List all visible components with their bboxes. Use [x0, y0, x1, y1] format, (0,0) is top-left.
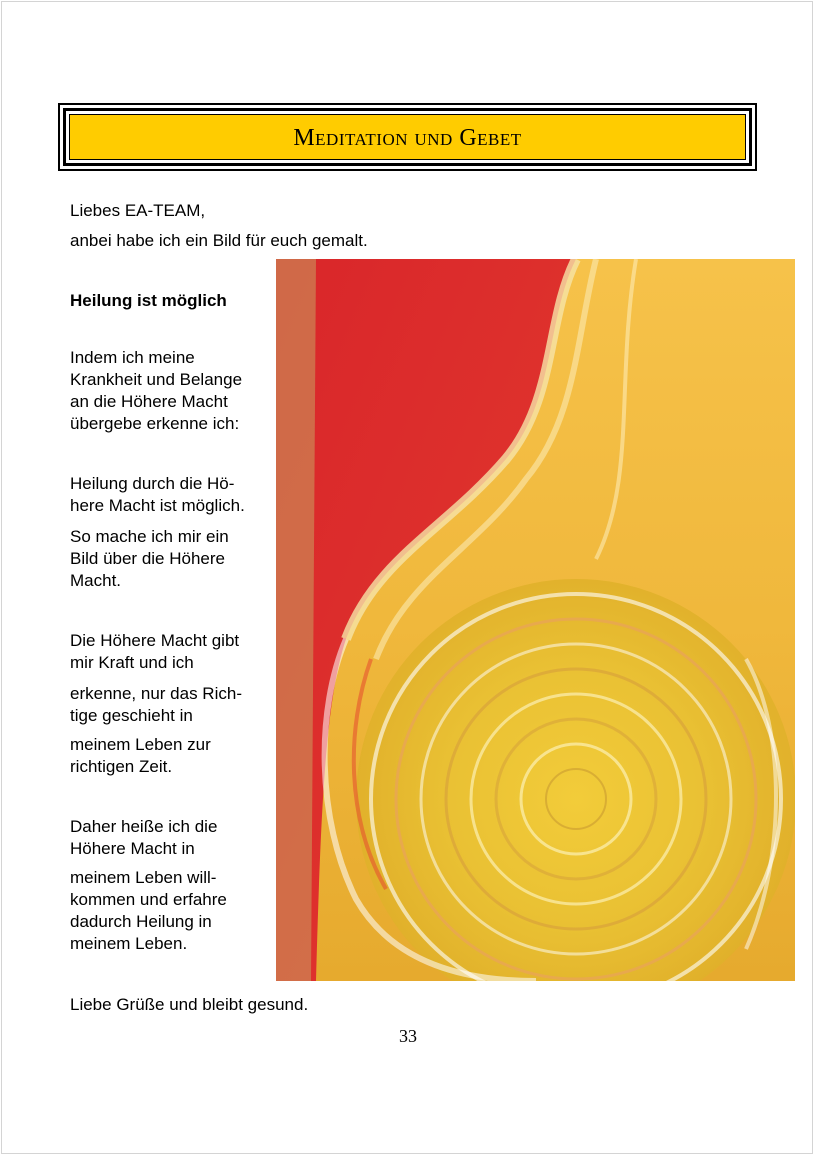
paragraph: So mache ich mir ein Bild über die Höhere Macht.	[70, 527, 229, 590]
paragraph: Die Höhere Macht gibt mir Kraft und ich	[70, 631, 240, 672]
closing-line: Liebe Grüße und bleibt gesund.	[70, 995, 309, 1014]
poem-heading: Heilung ist möglich	[70, 291, 227, 310]
paragraph: Indem ich meine Krankheit und Belange an die Höhere Macht übergebe erkenne ich:	[70, 348, 243, 433]
section-banner	[58, 103, 757, 171]
paragraph: Daher heiße ich die Höhere Macht in	[70, 817, 218, 858]
page-number: 33	[399, 1026, 417, 1046]
section-title: Meditation und Gebet	[293, 124, 522, 151]
paragraph: erkenne, nur das Rich- tige geschieht in	[70, 684, 242, 725]
painting-image	[276, 259, 795, 981]
intro-line: anbei habe ich ein Bild für euch gemalt.	[70, 231, 368, 250]
paragraph: meinem Leben will- kommen und erfahre dadurch Heilung in meinem Leben.	[70, 868, 227, 953]
paragraph: Heilung durch die Hö- here Macht ist möglich.	[70, 474, 245, 515]
greeting: Liebes EA-TEAM,	[70, 201, 206, 220]
painting-artwork	[276, 259, 795, 981]
paragraph: meinem Leben zur richtigen Zeit.	[70, 735, 211, 776]
